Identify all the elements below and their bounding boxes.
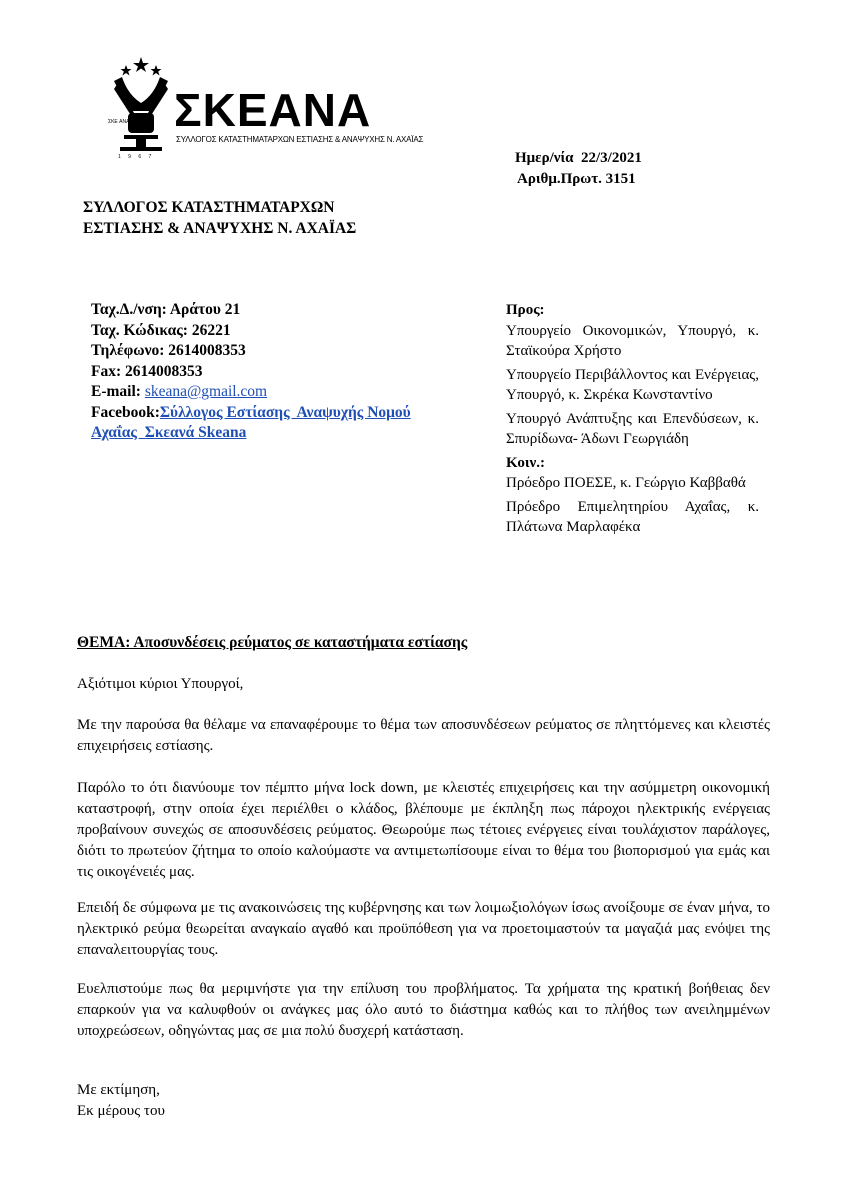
logo-wordmark: ΣΚΕΑΝΑ bbox=[174, 84, 372, 136]
to-label: Προς: bbox=[506, 302, 545, 318]
letter-paragraph-3 bbox=[77, 898, 770, 961]
letter-subject: ΘΕΜΑ: Αποσυνδέσεις ρεύματος σε καταστήματα εστίασης bbox=[77, 634, 468, 651]
logo-mini-label: ΣΚΕ ANA bbox=[108, 119, 130, 125]
org-line-1: ΣΥΛΛΟΓΟΣ ΚΑΤΑΣΤΗΜΑΤΑΡΧΩΝ bbox=[83, 199, 335, 216]
paragraph-text: Επειδή δε σύμφωνα με τις ανακοινώσεις της κυβέρνησης και των λοιμωξιολόγων ίσως ανοίξουμε σε έναν μήνα, το ηλεκτρικό ρεύμα θεωρείται αναγκαίο αγαθό και προϋπόθεση για να προετοιμαστούν τα μαγαζιά μας ενόψει της επαναλειτουργίας τους. bbox=[77, 900, 770, 958]
paragraph-text: Με την παρούσα θα θέλαμε να επαναφέρουμε το θέμα των αποσυνδέσεων ρεύματος σε πληττόμενες και κλειστές επιχειρήσεις εστίασης. bbox=[77, 717, 770, 754]
date-line: Ημερ/νία 22/3/2021 bbox=[515, 150, 642, 166]
paragraph-text: Παρόλο το ότι διανύουμε τον πέμπτο μήνα lock down, με κλειστές επιχειρήσεις και την ασύμμετρη οικονομική καταστροφή, στην οποία έχει περιέλθει ο κλάδος, βλέπουμε με έκπληξη πως πάροχοι ηλεκτρικής ενέργειας προβαίνουν συνεχώς σε αποσυνδέσεις ρεύματος. Θεωρούμε πως τέτοιες ενέργειες είναι τουλάχιστον παράλογες, διότι το πρωτεύον ζήτημα το οποίο καλούμαστε να αντιμετωπίσουμε είναι το θέμα του βιοπορισμού για εμάς και τις οικογένειές μας. bbox=[77, 780, 770, 880]
facebook-label: Facebook: bbox=[91, 403, 160, 421]
date-block bbox=[515, 148, 642, 190]
letter-paragraph-4 bbox=[77, 979, 770, 1042]
org-line-2: ΕΣΤΙΑΣΗΣ & ΑΝΑΨΥΧΗΣ Ν. ΑΧΑΪΑΣ bbox=[83, 220, 357, 237]
logo-year: 1 9 6 7 bbox=[118, 154, 155, 160]
fax-line: Fax: 2614008353 bbox=[91, 362, 203, 380]
address-line: Ταχ.Δ./νση: Αράτου 21 bbox=[91, 301, 241, 318]
letter-paragraph-1 bbox=[77, 715, 770, 757]
paragraph-text: Ευελπιστούμε πως θα μεριμνήστε για την επίλυση του προβλήματος. Τα χρήματα της κρατική βοήθειας δεν επαρκούν για να καλυφθούν οι ανάγκες μας όλο αυτό το διάστημα καθώς και το πλήθος των ανειλημμένων υποχρεώσεων, οδηγώντας μας σε μια πολύ δυσχερή κατάσταση. bbox=[77, 981, 770, 1039]
closing-line-2: Εκ μέρους του bbox=[77, 1103, 165, 1119]
recipient-item: Υπουργό Ανάπτυξης και Επενδύσεων, κ. Σπυρίδωνα- Άδωνι Γεωργιάδη bbox=[506, 410, 759, 447]
phone-line: Τηλέφωνο: 2614008353 bbox=[91, 342, 246, 359]
email-label: E-mail: bbox=[91, 383, 145, 400]
logo-emblem-icon bbox=[106, 55, 176, 160]
cc-label: Κοιν.: bbox=[506, 454, 545, 471]
email-link[interactable]: skeana@gmail.com bbox=[144, 383, 268, 400]
letter-closing bbox=[77, 1080, 770, 1122]
email-line bbox=[91, 382, 411, 403]
facebook-link[interactable]: Σύλλογος Εστίασης Αναψυχής Νομού bbox=[159, 403, 411, 421]
organization-name bbox=[83, 197, 356, 239]
greeting-text: Αξιότιμοι κύριοι Υπουργοί, bbox=[77, 676, 244, 692]
facebook-link-continued[interactable]: Αχαΐας Σκεανά Skeana bbox=[91, 424, 247, 441]
recipients-block bbox=[506, 300, 759, 541]
recipient-item: Υπουργείο Περιβάλλοντος και Ενέργειας, Υπουργό, κ. Σκρέκα Κωνσταντίνο bbox=[506, 366, 759, 403]
recipient-item: Υπουργείο Οικονομικών, Υπουργό, κ. Σταϊκούρα Χρήστο bbox=[506, 322, 759, 359]
facebook-line bbox=[91, 403, 411, 424]
cc-item: Πρόεδρο ΠΟΕΣΕ, κ. Γεώργιο Καββαθά bbox=[506, 475, 746, 491]
contact-block bbox=[91, 300, 411, 444]
cc-item: Πρόεδρο Επιμελητηρίου Αχαΐας, κ. Πλάτωνα Μαρλαφέκα bbox=[506, 498, 759, 535]
logo-subtitle: ΣΥΛΛΟΓΟΣ ΚΑΤΑΣΤΗΜΑΤΑΡΧΩΝ ΕΣΤΙΑΣΗΣ & ΑΝΑΨΥΧΗΣ Ν. ΑΧΑΪΑΣ bbox=[176, 135, 424, 144]
letter-paragraph-2 bbox=[77, 778, 770, 883]
letter-greeting bbox=[77, 674, 770, 695]
postal-code-line: Ταχ. Κώδικας: 26221 bbox=[91, 321, 231, 339]
facebook-line-2 bbox=[91, 423, 411, 444]
closing-line-1: Με εκτίμηση, bbox=[77, 1082, 160, 1098]
protocol-line: Αριθμ.Πρωτ. 3151 bbox=[517, 171, 636, 187]
organization-logo bbox=[106, 55, 424, 165]
